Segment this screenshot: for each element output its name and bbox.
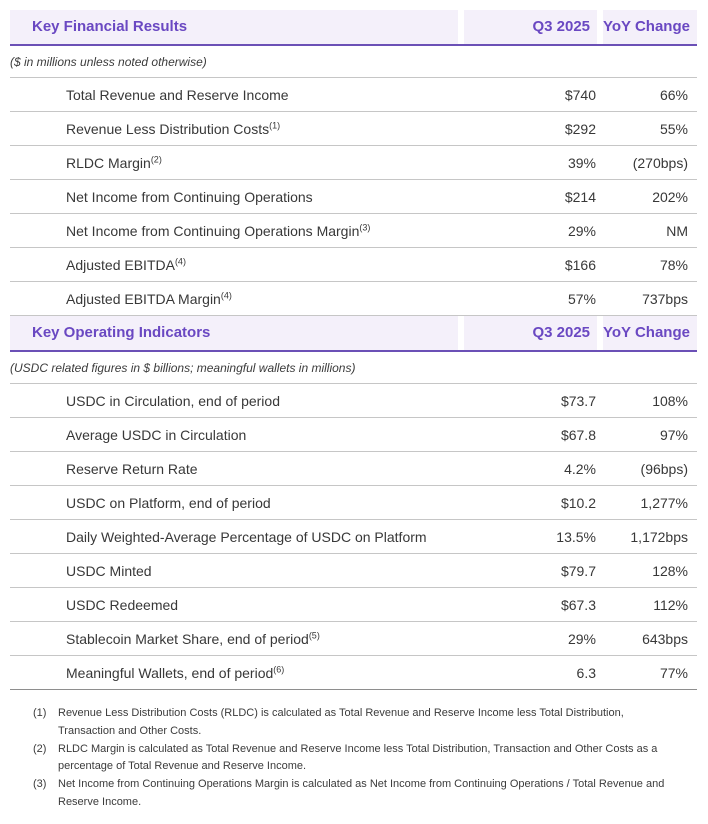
row-label (10, 631, 470, 647)
row-label-text: Reserve Return Rate (66, 460, 198, 477)
footnote-text: RLDC Margin is calculated as Total Revenue and Reserve Income less Total Distribution, Transaction and Other Costs as a percentage of Total Revenue and Reserve Income. (58, 742, 658, 773)
row-yoy-change: 128% (652, 562, 688, 579)
table-row (10, 282, 697, 316)
row-footnote-marker: (3) (359, 221, 371, 232)
row-label-text: RLDC Margin (66, 154, 151, 171)
table-section (10, 10, 697, 316)
row-label-text: Revenue Less Distribution Costs (66, 120, 270, 137)
table-row (10, 656, 697, 690)
footnote-marker: (3) (33, 778, 47, 791)
table-row (10, 588, 697, 622)
table-row (10, 486, 697, 520)
row-footnote-marker: (2) (150, 153, 162, 164)
table-row (10, 384, 697, 418)
table-row (10, 520, 697, 554)
row-label (10, 223, 470, 239)
row-yoy-change: 737bps (642, 290, 688, 307)
table-row (10, 452, 697, 486)
row-yoy-change: 202% (652, 188, 688, 205)
row-yoy-change: 66% (659, 86, 688, 103)
row-label-text: Net Income from Continuing Operations (66, 188, 313, 205)
row-label-text: USDC on Platform, end of period (66, 494, 271, 511)
column-header-yoy-change: YoY Change (603, 10, 697, 44)
table-row (10, 112, 697, 146)
row-label-text: Total Revenue and Reserve Income (66, 86, 289, 103)
row-value: 6.3 (576, 664, 596, 681)
row-label-text: Average USDC in Circulation (66, 426, 247, 443)
row-footnote-marker: (1) (269, 119, 281, 130)
row-label-text: Meaningful Wallets, end of period (66, 664, 274, 681)
row-value: $79.7 (560, 562, 596, 579)
row-label (10, 665, 470, 681)
row-label (10, 563, 470, 579)
row-label (10, 87, 470, 103)
footnotes (10, 690, 697, 812)
table-section (10, 316, 697, 690)
row-label-text: USDC Minted (66, 562, 152, 579)
section-units-note: ($ in millions unless noted otherwise) (10, 55, 207, 69)
footnote-text: Net Income from Continuing Operations Margin is calculated as Net Income from Continuing Operations / Total Revenue and Reserve Income. (58, 778, 665, 809)
row-label (10, 257, 470, 273)
row-value: $292 (564, 120, 596, 137)
row-footnote-marker: (4) (174, 255, 186, 266)
table-row (10, 180, 697, 214)
row-value: $214 (564, 188, 596, 205)
row-footnote-marker: (4) (220, 289, 232, 300)
row-yoy-change: 78% (659, 256, 688, 273)
row-yoy-change: 108% (652, 392, 688, 409)
row-label (10, 393, 470, 409)
column-header-period: Q3 2025 (464, 316, 597, 350)
row-yoy-change: 97% (659, 426, 688, 443)
row-yoy-change: 643bps (642, 630, 688, 647)
row-yoy-change: 55% (659, 120, 688, 137)
row-yoy-change: 1,172bps (630, 528, 688, 545)
row-value: 13.5% (556, 528, 596, 545)
row-yoy-change: 1,277% (640, 494, 688, 511)
footnote (33, 741, 697, 777)
table-row (10, 248, 697, 282)
row-yoy-change: (270bps) (632, 154, 688, 171)
row-footnote-marker: (5) (308, 629, 320, 640)
row-label (10, 121, 470, 137)
table-row (10, 622, 697, 656)
footnote (33, 776, 697, 812)
row-label (10, 495, 470, 511)
table-body (10, 383, 697, 690)
table-row (10, 78, 697, 112)
row-label (10, 189, 470, 205)
row-value: $73.7 (560, 392, 596, 409)
row-value: 39% (567, 154, 596, 171)
row-label (10, 427, 470, 443)
row-value: $10.2 (560, 494, 596, 511)
row-label-text: Stablecoin Market Share, end of period (66, 630, 309, 647)
section-title: Key Operating Indicators (10, 316, 458, 350)
table-header-row (10, 10, 697, 44)
table-row (10, 418, 697, 452)
row-label-text: Adjusted EBITDA (66, 256, 175, 273)
row-yoy-change: 77% (659, 664, 688, 681)
row-value: 57% (567, 290, 596, 307)
row-label-text: Daily Weighted-Average Percentage of USDC on Platform (66, 528, 427, 545)
row-value: $740 (564, 86, 596, 103)
footnote-marker: (1) (33, 707, 47, 719)
column-header-yoy-change: YoY Change (603, 316, 697, 350)
row-value: 4.2% (564, 460, 596, 477)
row-footnote-marker: (6) (273, 663, 285, 674)
section-units-note: (USDC related figures in $ billions; meaningful wallets in millions) (10, 361, 356, 375)
table-row (10, 554, 697, 588)
table-row (10, 214, 697, 248)
table-row (10, 146, 697, 180)
row-value: 29% (567, 630, 596, 647)
row-value: $67.8 (560, 426, 596, 443)
row-value: 29% (567, 222, 596, 239)
row-label-text: Adjusted EBITDA Margin (66, 290, 221, 307)
row-yoy-change: 112% (653, 596, 688, 613)
row-label (10, 291, 470, 307)
row-label (10, 155, 470, 171)
row-label (10, 461, 470, 477)
results-tables (10, 10, 697, 690)
column-header-period: Q3 2025 (464, 10, 597, 44)
footnote-text: Revenue Less Distribution Costs (RLDC) is calculated as Total Revenue and Reserve Income less Total Distribution, Transaction and Other Costs. (58, 707, 624, 737)
footnote (33, 705, 697, 741)
row-value: $166 (564, 256, 596, 273)
table-body (10, 77, 697, 316)
section-title: Key Financial Results (10, 10, 458, 44)
row-yoy-change: NM (666, 222, 688, 239)
row-label-text: USDC in Circulation, end of period (66, 392, 280, 409)
row-label (10, 529, 470, 545)
row-label-text: USDC Redeemed (66, 596, 179, 613)
row-value: $67.3 (560, 596, 596, 613)
row-label-text: Net Income from Continuing Operations Margin (66, 222, 360, 239)
row-yoy-change: (96bps) (640, 460, 688, 477)
row-label (10, 597, 470, 613)
table-header-row (10, 316, 697, 350)
footnote-marker: (2) (33, 742, 47, 755)
